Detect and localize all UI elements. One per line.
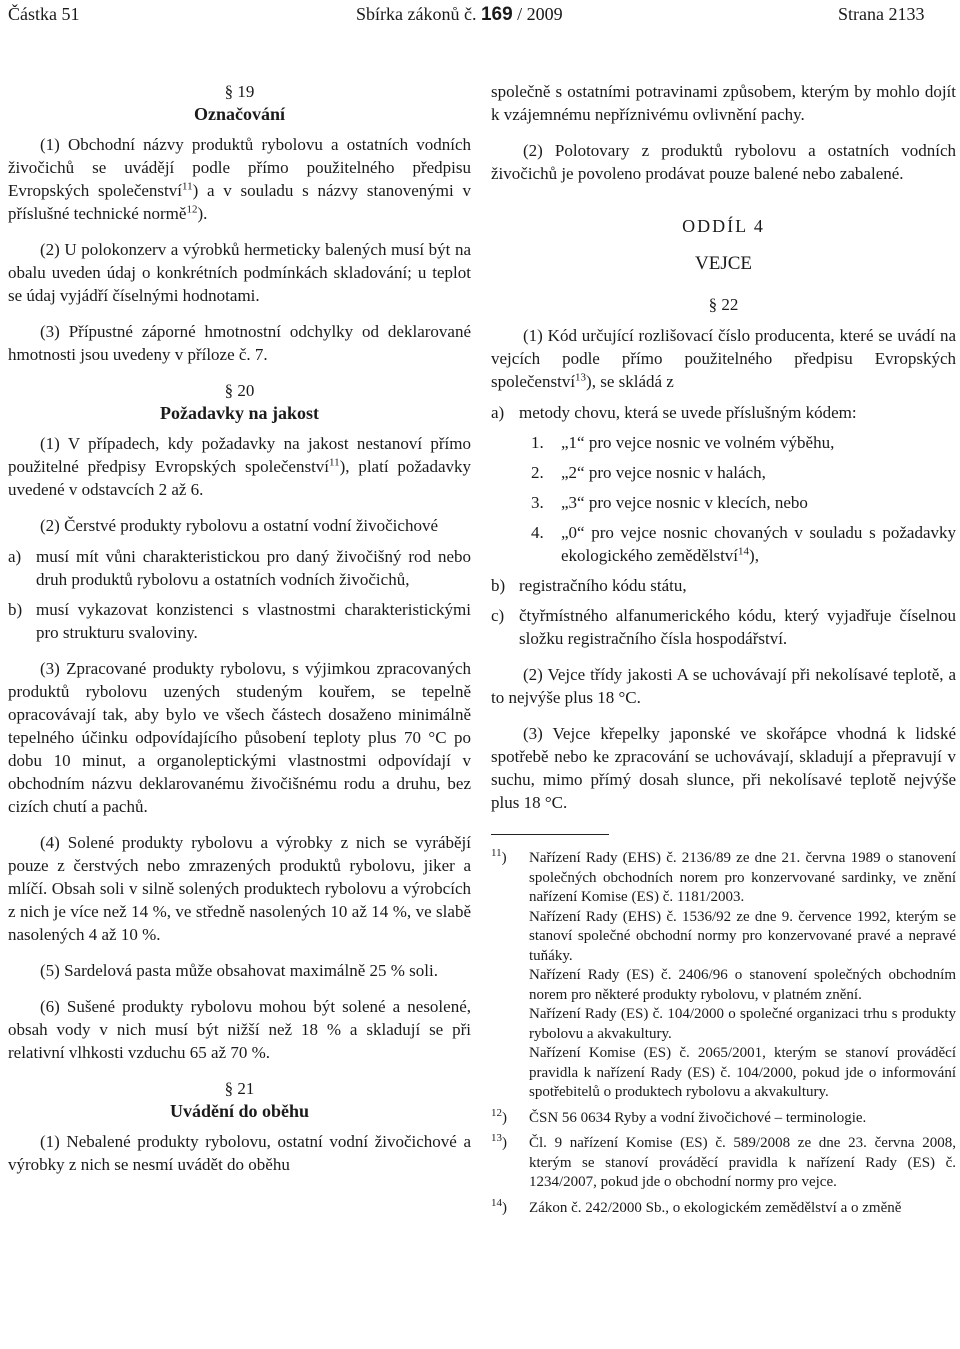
- section-22-number: § 22: [708, 295, 739, 314]
- header-year: / 2009: [517, 4, 563, 24]
- s20-paragraph-5: (5) Sardelová pasta může obsahovat maximálně 25 % soli.: [40, 961, 438, 980]
- list-item: [531, 491, 956, 514]
- footnote-text: [529, 1109, 956, 1129]
- footnote-number: 13: [491, 1132, 502, 1144]
- list-text: „3“ pro vejce nosnic v klecích, nebo: [561, 493, 808, 512]
- footnote-marker: $^{14}$): [491, 1196, 507, 1216]
- footnote-divider: [491, 834, 609, 835]
- page-header: [0, 4, 960, 28]
- list-marker: b): [491, 576, 506, 595]
- footnote-text: [529, 1199, 956, 1219]
- list-item: [8, 598, 471, 644]
- s19-p1-text: (1) Obchodní názvy produktů rybolovu a ostatních vodních živočichů se uvádějí podle přímo použitelného předpisu Evropských společenství: [8, 135, 471, 200]
- list-item: [8, 545, 471, 591]
- footnote-line: Nařízení Rady (ES) č. 104/2000 o společné organizaci trhu s produkty rybolovu a akvakultury.: [529, 1006, 956, 1042]
- footnote-text: [529, 849, 956, 1103]
- footnote-number: 12: [491, 1106, 502, 1119]
- section-20-title: Požadavky na jakost: [159, 403, 320, 423]
- footnote-line: Zákon č. 242/2000 Sb., o ekologickém zemědělství a o změně: [529, 1199, 902, 1216]
- list-item: [531, 521, 956, 567]
- footnote-line: Čl. 9 nařízení Komise (ES) č. 589/2008 ze dne 23. června 2008, kterým se stanoví prováděcí pravidla k nařízení Rady (ES) č. 1234/2007, pokud jde o obchodní normy pro vejce.: [529, 1135, 956, 1190]
- footnote-13: [491, 1134, 956, 1193]
- s22-paragraph-1: [491, 324, 956, 393]
- list-text: [561, 521, 956, 567]
- s20-paragraph-1: [8, 432, 471, 501]
- list-text-tail: ),: [749, 546, 759, 565]
- s20-p1-text-b: ), platí požadavky uvedené v odstavcích 2 až 6.: [8, 457, 471, 499]
- list-marker: 2.: [531, 463, 544, 482]
- list-marker: 1.: [531, 433, 544, 452]
- section-19-number: § 19: [224, 82, 255, 101]
- list-text-main: „0“ pro vejce nosnic chovaných v souladu s požadavky ekologického zemědělství: [561, 523, 956, 565]
- s19-p1-footnote-ref: 11: [182, 180, 193, 193]
- footnote-12: [491, 1106, 956, 1129]
- s22-p1-text: (1) Kód určující rozlišovací číslo producenta, které se uvádí na vejcích podle přímo použitelného předpisu Evropských společenství: [491, 326, 956, 391]
- header-page: Strana 2133: [838, 4, 925, 24]
- s22-p1-text-b: ), se skládá z: [586, 372, 674, 391]
- list-item: [531, 461, 956, 484]
- s19-p1-footnote-ref-2: 12: [186, 203, 198, 216]
- footnote-line: Nařízení Rady (EHS) č. 2136/89 ze dne 21. června 1989 o stanovení společných obchodních norem pro konzervované sardinky, ve znění nařízení Komise (ES) č. 1181/2003.: [529, 850, 956, 905]
- s22-paragraph-2: (2) Vejce třídy jakosti A se uchovávají při nekolísavé teplotě, a to nejvýše plus 18 °C.: [491, 665, 956, 707]
- s19-paragraph-3: (3) Přípustné záporné hmotnostní odchylky od deklarované hmotnosti jsou uvedeny v příloze č. 7.: [8, 322, 471, 364]
- s22-sublist: [531, 431, 956, 567]
- part-title: VEJCE: [695, 253, 752, 274]
- list-text: musí vykazovat konzistenci s vlastnostmi charakteristickými pro strukturu svaloviny.: [36, 600, 471, 642]
- footnote-text: [529, 1134, 956, 1193]
- footnote-11: [491, 849, 956, 1103]
- section-19-title: Označování: [193, 104, 285, 124]
- header-part: Částka 51: [8, 4, 80, 24]
- footnote-marker: $^{13}$): [491, 1132, 507, 1151]
- section-20-number: § 20: [224, 381, 255, 400]
- list-text: musí mít vůni charakteristickou pro daný živočišný rod nebo druh produktů rybolovu a ostatních vodních živočichů,: [36, 547, 471, 589]
- s21-paragraph-1: (1) Nebalené produkty rybolovu, ostatní vodní živočichové a výrobky z nich se nesmí uvádět do oběhu: [8, 1132, 471, 1174]
- header-collection: [356, 4, 563, 26]
- list-text: „2“ pro vejce nosnic v halách,: [561, 463, 766, 482]
- left-column: [8, 80, 471, 1176]
- footnote-marker: $^{12}$): [491, 1106, 507, 1126]
- footnote-line: Nařízení Rady (ES) č. 2406/96 o stanovení společných obchodním norem pro některé produkty rybolovu, v platném znění.: [529, 967, 956, 1003]
- right-column: [491, 80, 956, 1224]
- s19-paragraph-1: [8, 133, 471, 225]
- s20-paragraph-6: (6) Sušené produkty rybolovu mohou být solené a nesolené, obsah vody v nich musí být nižší než 18 % a skladují se při relativní vlhkosti vzduchu 65 až 70 %.: [8, 997, 471, 1062]
- list-text: „1“ pro vejce nosnic ve volném výběhu,: [561, 433, 835, 452]
- list-item: [491, 401, 956, 424]
- list-item: [491, 574, 956, 597]
- footnote-number: 11: [491, 847, 502, 859]
- footnote-ref: 14: [738, 545, 750, 558]
- continuation-paragraph: společně s ostatními potravinami způsobem, kterým by mohlo dojít k vzájemnému nepříznivému ovlivnění pachy.: [491, 82, 956, 124]
- s20-p1-footnote-ref: 11: [329, 456, 340, 469]
- list-marker: 4.: [531, 523, 544, 542]
- list-marker: c): [491, 606, 505, 625]
- list-item: [491, 604, 956, 650]
- list-marker: 3.: [531, 493, 544, 512]
- list-text: registračního kódu státu,: [519, 576, 687, 595]
- footnote-line: Nařízení Rady (EHS) č. 1536/92 ze dne 9. července 1992, kterým se stanoví společné obchodní normy pro konzervované pravé a nepravé tuňáky.: [529, 908, 956, 964]
- s22-paragraph-3: (3) Vejce křepelky japonské ve skořápce vhodná k lidské spotřebě nebo ke zpracování se uchovávají, skladují a přepravují v suchu, mimo přímý dosah slunce, při nekolísavé teplotě nejvýše plus 18 °C.: [491, 724, 956, 812]
- header-collection-prefix: Sbírka zákonů č.: [356, 4, 477, 24]
- list-item: [531, 431, 956, 454]
- s19-p1-text-c: ).: [197, 204, 208, 223]
- section-21-title: Uvádění do oběhu: [169, 1101, 310, 1121]
- list-marker: a): [8, 547, 22, 566]
- footnote-line: ČSN 56 0634 Ryby a vodní živočichové – terminologie.: [529, 1109, 867, 1126]
- part-heading: ODDÍL 4: [682, 216, 765, 236]
- s20-list: [8, 545, 471, 644]
- s20-paragraph-4: (4) Solené produkty rybolovu a výrobky z nich se vyrábějí pouze z čerstvých nebo zmrazených produktů rybolovu, jiker a mlíčí. Obsah soli v silně solených produktech rybolovu a výrobcích z nich je více než 14 %, ve středně nasolených 10 až 14 %, ve slabě nasolených 4 až 10 %.: [8, 833, 471, 944]
- list-text: metody chovu, která se uvede příslušným kódem:: [519, 403, 857, 422]
- s20-p1-text: (1) V případech, kdy požadavky na jakost nestanoví přímo použitelné předpisy Evropských společenství: [8, 434, 471, 476]
- list-marker: b): [8, 600, 23, 619]
- s20-paragraph-2: (2) Čerstvé produkty rybolovu a ostatní vodní živočichové: [40, 516, 438, 535]
- header-number: 169: [480, 4, 513, 25]
- list-marker: a): [491, 403, 505, 422]
- footnote-line: Nařízení Komise (ES) č. 2065/2001, kterým se stanoví prováděcí pravidla k nařízení Rady (ES) č. 104/2000, pokud jde o informování spotřebitelů o produktech rybolovu a akvakultury.: [529, 1045, 956, 1100]
- s19-p1-text-b: ) a v souladu s názvy stanovenými v příslušné technické normě: [8, 181, 471, 223]
- s22-p1-footnote-ref: 13: [575, 371, 587, 384]
- s19-paragraph-2: (2) U polokonzerv a výrobků hermeticky balených musí být na obalu uveden údaj o konkrétních podmínkách skladování; u teplot se údaj vyjádří číselnými hodnotami.: [8, 240, 471, 305]
- footnote-marker: $^{11}$): [491, 847, 507, 866]
- footnote-number: 14: [491, 1196, 502, 1209]
- footnote-14: [491, 1196, 956, 1219]
- s21-paragraph-2: (2) Polotovary z produktů rybolovu a ostatních vodních živočichů je povoleno prodávat pouze balené nebo zabalené.: [491, 141, 956, 183]
- section-21-number: § 21: [224, 1079, 255, 1098]
- s20-paragraph-3: (3) Zpracované produkty rybolovu, s výjimkou zpracovaných produktů rybolovu uzených studeným kouřem, se tepelně opracovávají tak, aby bylo ve všech částech dosaženo minimálně tepelného účinku odpovídajícího působení teploty plus 70 °C po dobu 10 minut, a organoleptickými vlastnostmi odpovídají v obchodním názvu deklarovanému živočišnému rodu a druhu, bez cizích chutí a pachů.: [8, 659, 471, 816]
- list-text: čtyřmístného alfanumerického kódu, který vyjadřuje číselnou složku registračního čísla hospodářství.: [519, 606, 956, 648]
